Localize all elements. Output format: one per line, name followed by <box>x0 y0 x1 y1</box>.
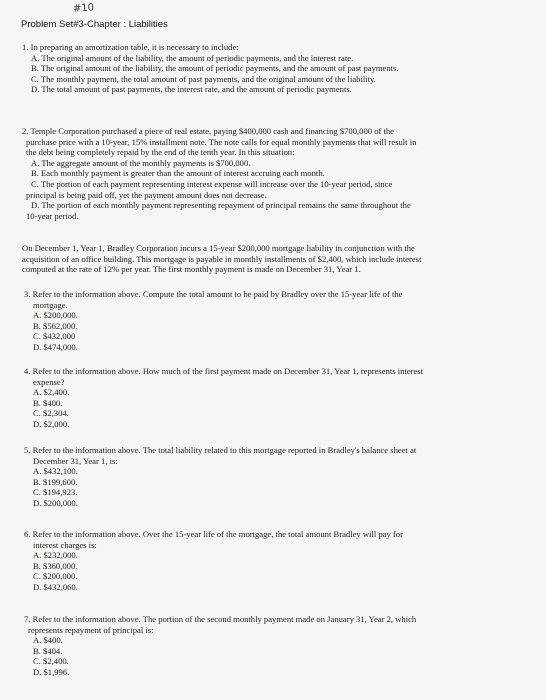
question-5-stem-line: 5. Refer to the information above. The total liability related to this mortgage reported in Bradley's balance sheet at <box>24 445 417 455</box>
question-5-option-d: D. $200,000. <box>33 497 78 508</box>
question-3 <box>24 289 534 353</box>
question-2-option-a: A. The aggregate amount of the monthly payments is $700,000. <box>31 157 251 168</box>
question-6 <box>24 529 534 593</box>
question-2-option-c: C. The portion of each payment representing interest expense will increase over the 10-year period, since <box>31 178 393 189</box>
question-4-stem-line: expense? <box>33 376 65 387</box>
question-2 <box>22 126 532 221</box>
question-2-stem-line: 2. Temple Corporation purchased a piece of real estate, paying $400,000 cash and financing $700,000 of the <box>22 126 394 136</box>
question-4-option-b: B. $400. <box>33 397 63 408</box>
question-4-option-d: D. $2,000. <box>33 418 70 429</box>
question-7-option-b: B. $404. <box>33 645 63 656</box>
page-title: Problem Set#3-Chapter : Liabilities <box>21 19 168 30</box>
question-5-option-b: B. $199,600. <box>33 476 78 487</box>
question-5-option-a: A. $432,100. <box>33 466 78 477</box>
mortgage-info <box>22 243 532 275</box>
question-6-option-c: C. $200,000. <box>33 571 78 582</box>
question-4-option-c: C. $2,304. <box>33 408 69 419</box>
question-1-option-b: B. The original amount of the liability, the amount of periodic payments, and the amount of past payments. <box>31 63 399 74</box>
question-7-option-c: C. $2,400. <box>33 656 69 667</box>
mortgage-info-line: On December 1, Year 1, Bradley Corporation incurs a 15-year $200,000 mortgage liability in conjunction with the <box>22 243 415 253</box>
question-6-option-a: A. $232,000. <box>33 550 78 561</box>
question-2-stem-line: purchase price with a 10-year, 15% installment note. The note calls for equal monthly payments that will result in <box>26 136 417 147</box>
question-2-option-c-cont: principal is being paid off, yet the payment amount does not decrease. <box>26 189 267 200</box>
question-3-option-c: C. $432,000 <box>33 331 76 342</box>
question-5-option-c: C. $194,923. <box>33 487 78 498</box>
question-2-stem-line: the debt being completely repaid by the end of the tenth year. In this situation: <box>26 147 295 158</box>
question-5 <box>24 445 534 509</box>
question-1-option-a: A. The original amount of the liability, the amount of periodic payments, and the interest rate. <box>31 52 354 63</box>
handwritten-number: #10 <box>72 2 95 15</box>
question-1-stem: 1. In preparing an amortization table, it is necessary to include: <box>22 42 239 52</box>
question-3-option-d: D. $474,000. <box>33 341 78 352</box>
question-3-option-b: B. $562,000. <box>33 320 78 331</box>
question-3-stem-line: 3. Refer to the information above. Compute the total amount to be paid by Bradley over the 15-year life of the <box>24 289 403 299</box>
question-4 <box>24 366 534 430</box>
mortgage-info-line: acquisition of an office building. This mortgage is payable in monthly installments of $2,400, which include interest <box>22 253 422 264</box>
question-7 <box>24 614 534 678</box>
question-2-option-d: D. The portion of each monthly payment representing repayment of principal remains the same throughout the <box>31 200 411 211</box>
question-3-option-a: A. $200,000. <box>33 310 78 321</box>
question-1 <box>22 42 532 95</box>
question-4-option-a: A. $2,400. <box>33 387 70 398</box>
mortgage-info-line: computed at the rate of 12% per year. The first monthly payment is made on December 31, Year 1. <box>22 264 361 275</box>
question-7-stem-line: represents repayment of principal is: <box>28 624 154 635</box>
question-7-option-a: A. $400. <box>33 635 63 646</box>
question-1-option-d: D. The total amount of past payments, the interest rate, and the amount of periodic payments. <box>31 84 352 95</box>
question-6-option-d: D. $432,060. <box>33 581 78 592</box>
question-3-stem-line: mortgage. <box>33 299 68 310</box>
question-6-stem-line: 6. Refer to the information above. Over the 15-year life of the mortgage, the total amount Bradley will pay for <box>24 529 403 539</box>
question-6-stem-line: interest charges is: <box>33 539 97 550</box>
question-4-stem-line: 4. Refer to the information above. How much of the first payment made on December 31, Year 1, represents interest <box>24 366 424 376</box>
question-5-stem-line: December 31, Year 1, is: <box>33 455 118 466</box>
question-7-stem-line: 7. Refer to the information above. The portion of the second monthly payment made on January 31, Year 2, which <box>24 614 417 624</box>
question-2-option-b: B. Each monthly payment is greater than the amount of interest accruing each month. <box>31 168 325 179</box>
question-1-option-c: C. The monthly payment, the total amount of past payments, and the original amount of the liability. <box>31 73 376 84</box>
question-7-option-d: D. $1,996. <box>33 666 70 677</box>
question-6-option-b: B. $360,000. <box>33 560 78 571</box>
question-2-option-d-cont: 10-year period. <box>26 210 79 221</box>
